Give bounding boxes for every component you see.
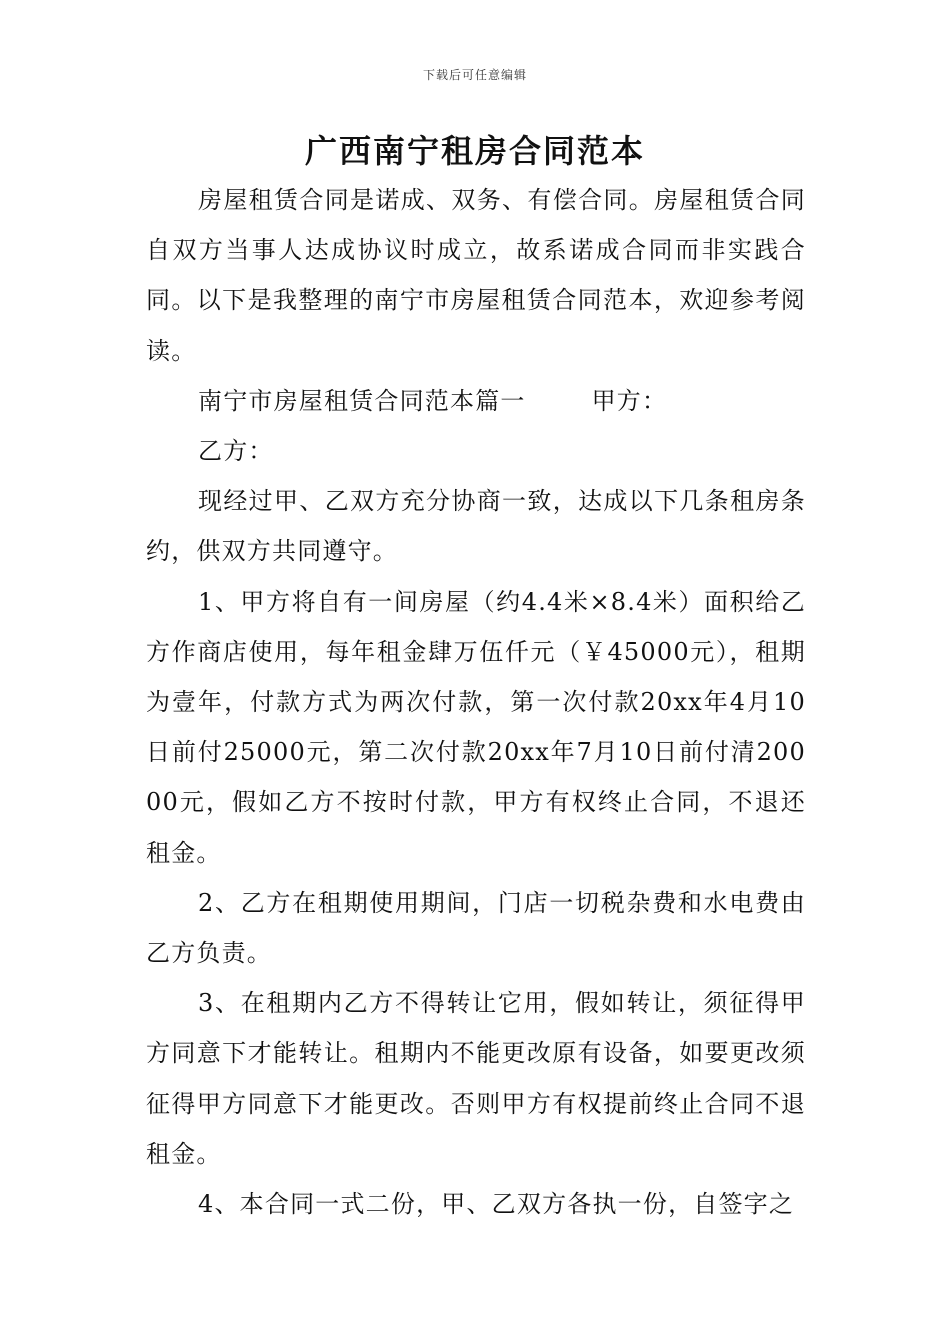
page-header-note: 下载后可任意编辑	[422, 68, 527, 82]
clause-4: 4、本合同一式二份，甲、乙双方各执一份，自签字之	[198, 1190, 795, 1219]
document-title: 广西南宁租房合同范本	[304, 132, 645, 170]
clause-3: 3、在租期内乙方不得转让它用，假如转让，须征得甲方同意下才能转让。租期内不能更改原有设备，如要更改须征得甲方同意下才能更改。否则甲方有权提前终止合同不退租金。	[146, 989, 806, 1168]
party-a-label: 甲方：	[591, 386, 668, 415]
document-body	[146, 175, 806, 1229]
intro-paragraph: 房屋租赁合同是诺成、双务、有偿合同。房屋租赁合同自双方当事人达成协议时成立，故系诺成合同而非实践合同。以下是我整理的南宁市房屋租赁合同范本，欢迎参考阅读。	[146, 186, 806, 365]
section-heading: 南宁市房屋租赁合同范本篇一	[198, 386, 526, 415]
clause-2: 2、乙方在租期使用期间，门店一切税杂费和水电费由乙方负责。	[146, 888, 806, 968]
party-b-label: 乙方：	[198, 437, 274, 466]
preamble-paragraph: 现经过甲、乙双方充分协商一致，达成以下几条租房条约，供双方共同遵守。	[146, 487, 806, 566]
section-heading-line	[146, 376, 806, 426]
clause-1: 1、甲方将自有一间房屋（约4.4米×8.4米）面积给乙方作商店使用，每年租金肆万伍仟元（￥45000元），租期为壹年，付款方式为两次付款，第一次付款20xx年4月10日前付25000元，第二次付款20xx年7月10日前付清20000元，假如乙方不按时付款，甲方有权终止合同，不退还租金。	[146, 587, 806, 867]
